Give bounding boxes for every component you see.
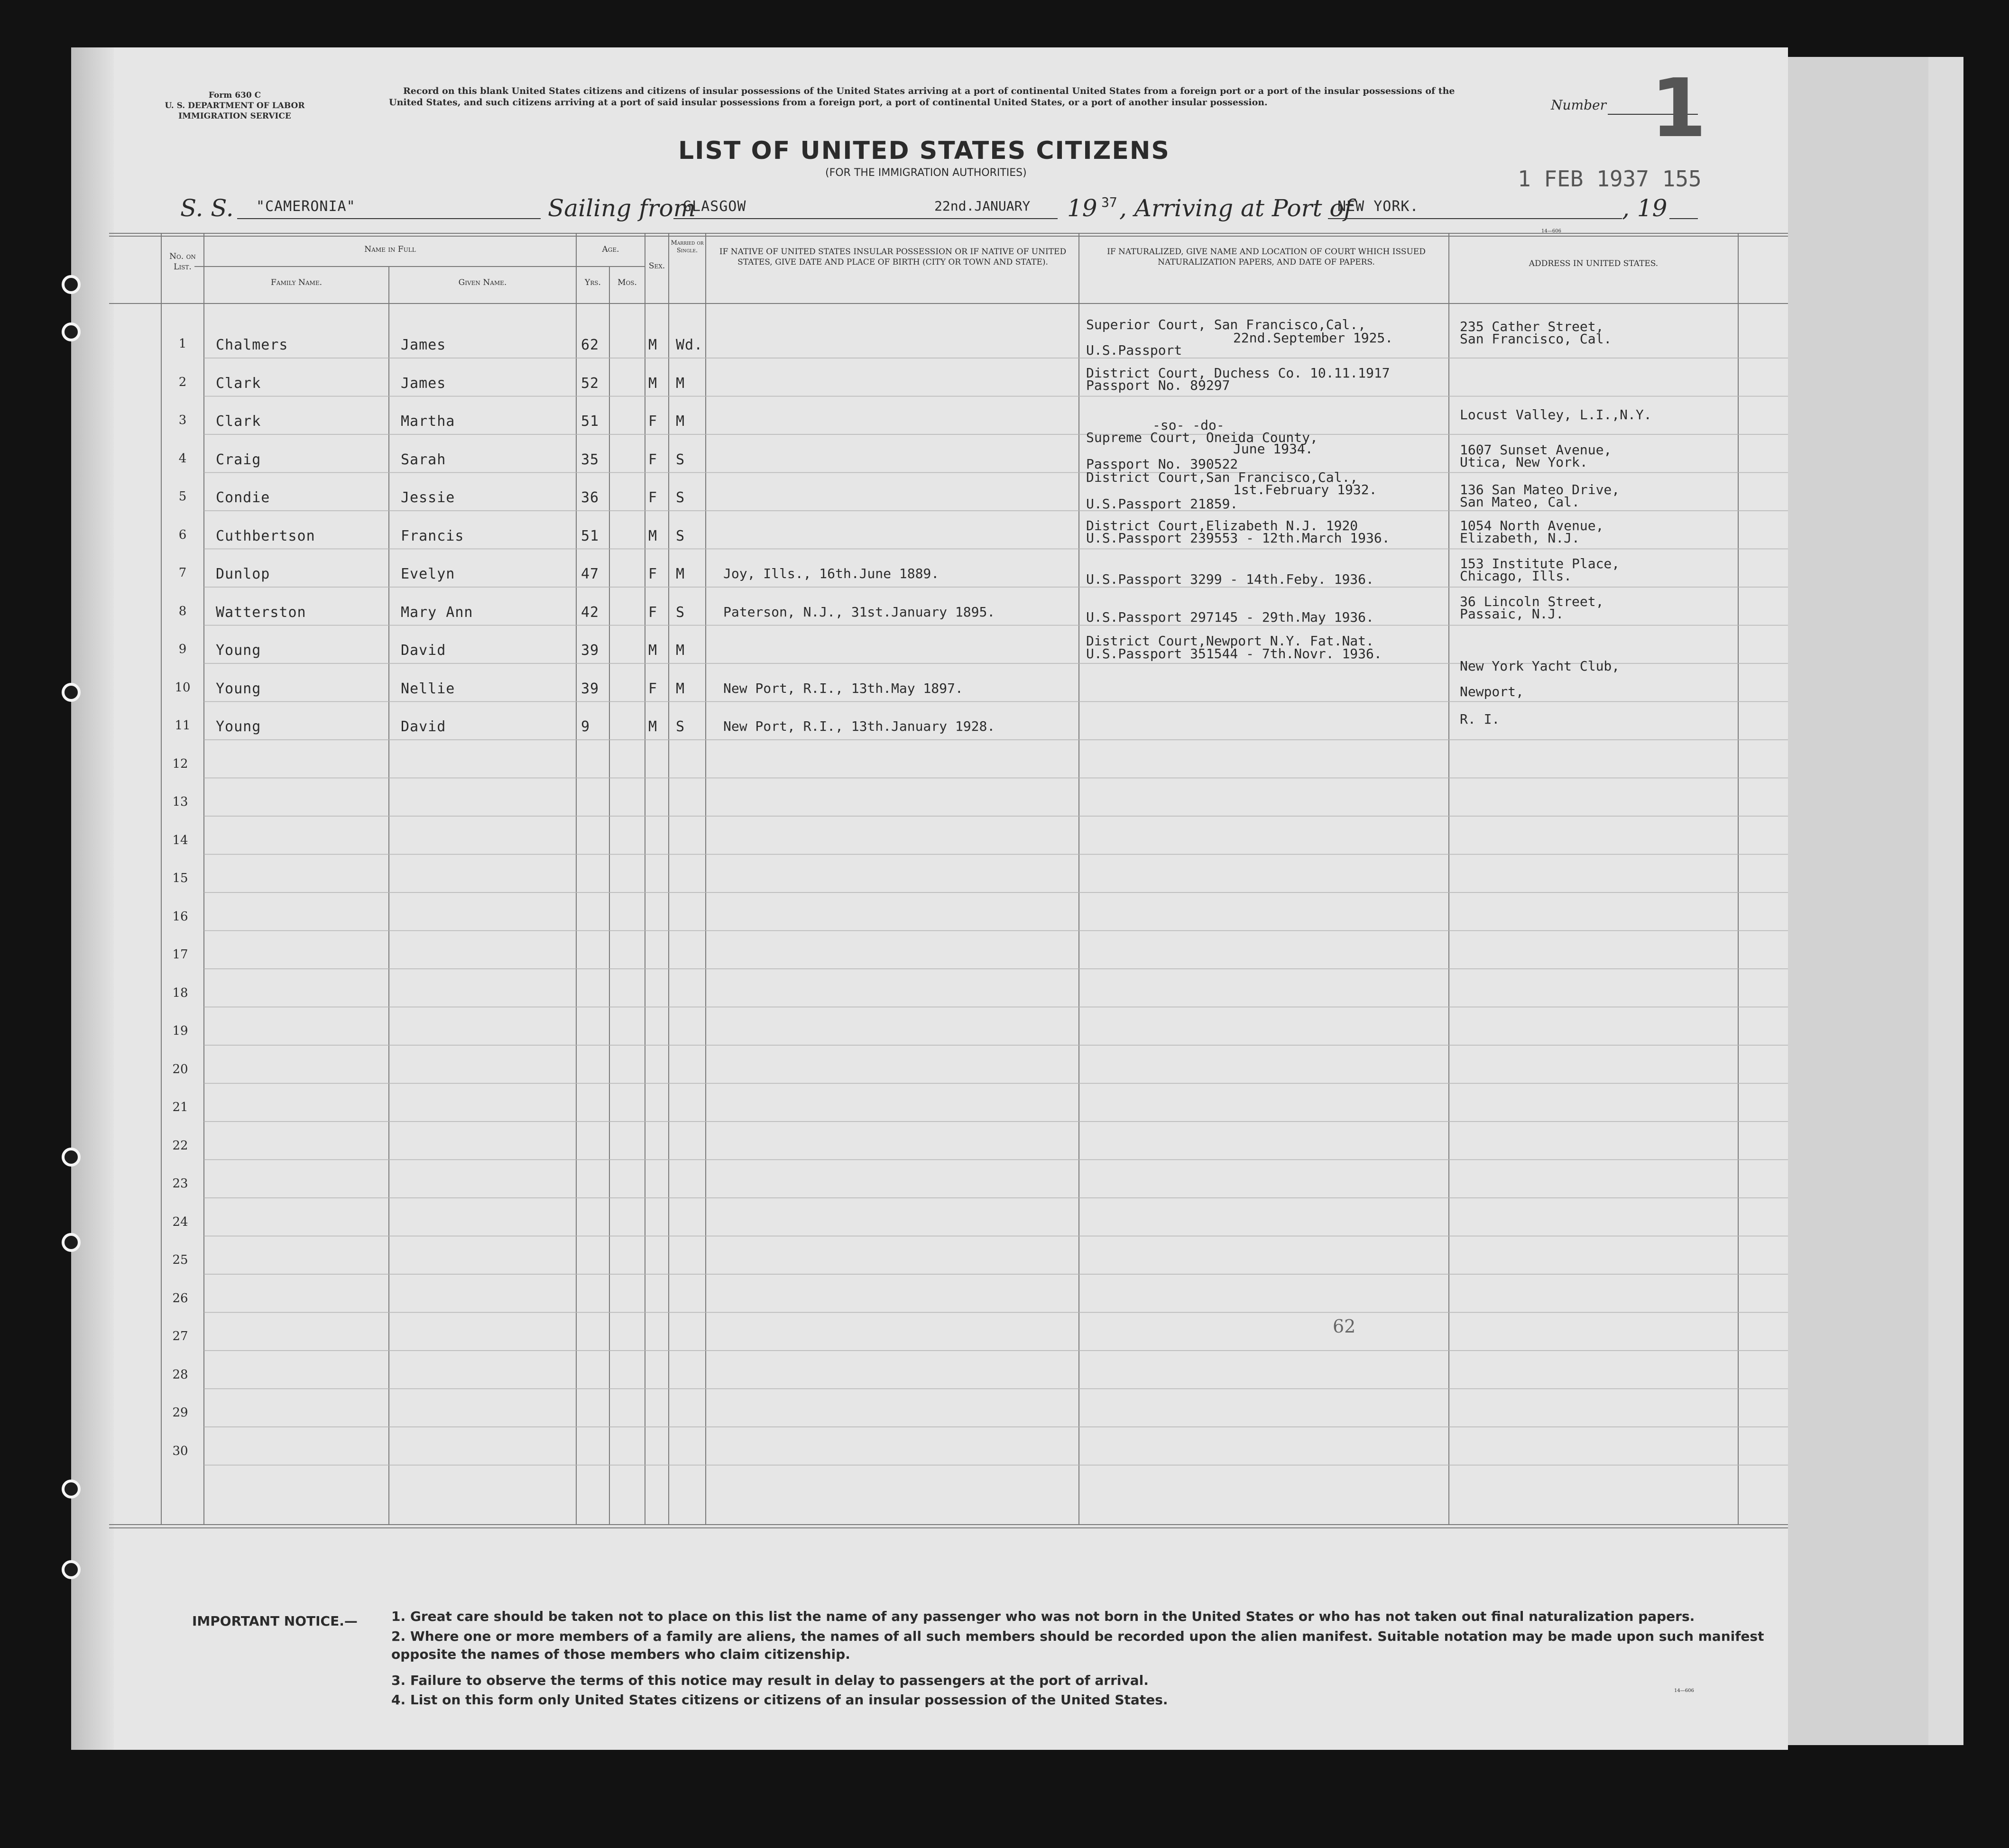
row-number: 2 [178,375,187,389]
given-name: Mary Ann [401,604,473,621]
sex: F [648,413,658,430]
naturalization-line: Passport No. 89297 [1086,377,1230,393]
birth-place-date: New Port, R.I., 13th.May 1897. [723,680,963,696]
family-name: Young [216,642,261,659]
header-family-name: Family Name. [270,278,322,287]
page-title: LIST OF UNITED STATES CITIZENS [678,137,1170,165]
naturalization-line: District Court,Elizabeth N.J. 1920 [1086,518,1358,533]
empty-row-number: 26 [172,1291,188,1306]
header-address: ADDRESS IN UNITED STATES. [1529,259,1659,268]
naturalization-line: 22nd.September 1925. [1233,330,1393,346]
print-code: 14—606 [1541,229,1561,234]
marital-status: S [676,527,685,544]
empty-row-number: 22 [172,1138,188,1153]
sex: F [648,451,658,468]
row-number: 11 [175,718,191,733]
age-years: 36 [581,489,599,506]
address-line: Utica, New York. [1460,454,1588,470]
naturalization-line: Passport No. 390522 [1086,456,1238,472]
age-years: 39 [581,680,599,697]
age-years: 51 [581,413,599,430]
given-name: James [401,337,446,353]
birth-place-date: Paterson, N.J., 31st.January 1895. [723,604,995,620]
age-years: 39 [581,642,599,659]
header-no: No. on List. [169,252,196,272]
sex: M [648,642,658,659]
family-name: Chalmers [216,337,288,353]
given-name: Evelyn [401,566,455,582]
header-age: Age. [602,245,619,254]
address-line: R. I. [1460,711,1500,727]
sex: M [648,718,658,735]
marital-status: M [676,642,685,659]
header-married-single: Married or Single. [671,239,704,254]
header-naturalized: IF NATURALIZED, GIVE NAME AND LOCATION OF COURT WHICH ISSUED NATURALIZATION PAPERS, AND DATE OF PAPERS. [1107,247,1426,267]
given-name: Sarah [401,451,446,468]
notice-item-1: 1. Great care should be taken not to place on this list the name of any passenger who was not born in the United States or who has not taken out final naturalization papers. [391,1609,1695,1624]
address-line: Locust Valley, L.I.,N.Y. [1460,407,1652,423]
notice-item-4: 4. List on this form only United States citizens or citizens of an insular possession of the United States. [391,1692,1168,1708]
empty-row-number: 20 [172,1062,188,1076]
sailing-label: Sailing from [548,194,696,222]
date-stamp: 1 FEB 1937 155 [1518,166,1702,192]
address-line: Newport, [1460,684,1524,699]
age-years: 35 [581,451,599,468]
family-name: Watterston [216,604,306,621]
arrival-port: NEW YORK. [1337,198,1419,215]
row-number: 4 [178,451,187,466]
age-years: 9 [581,718,590,735]
year: 37 [1101,194,1117,210]
list-number: 1 [1650,62,1707,156]
sex: F [648,489,658,506]
given-name: James [401,375,446,392]
row-number: 8 [178,604,187,618]
marital-status: M [676,375,685,392]
notice-item-2: 2. Where one or more members of a family are aliens, the names of all such members should be recorded upon the alien manifest. Suitable notation may be made upon such manifest opposite the names of those members who claim citizenship. [391,1628,1764,1662]
address-line: Elizabeth, N.J. [1460,530,1580,546]
address-line: 36 Lincoln Street, [1460,594,1604,609]
marital-status: M [676,680,685,697]
marital-status: S [676,489,685,506]
sex: M [648,527,658,544]
naturalization-line: U.S.Passport [1086,342,1182,358]
header-yrs: Yrs. [585,278,601,287]
year2-prefix: , 19 [1622,194,1668,222]
naturalization-line: June 1934. [1233,441,1313,457]
row-number: 3 [178,413,187,427]
family-name: Young [216,680,261,697]
departure-date: 22nd.JANUARY [934,198,1031,214]
family-name: Clark [216,413,261,430]
empty-row-number: 25 [172,1253,188,1267]
row-number: 10 [175,680,191,695]
header-sex: Sex. [648,261,665,271]
empty-row-number: 16 [172,909,188,924]
address-line: 153 Institute Place, [1460,556,1620,571]
family-name: Clark [216,375,261,392]
header-given-name: Given Name. [458,278,507,287]
birth-place-date: Joy, Ills., 16th.June 1889. [723,566,940,581]
marital-status: M [676,413,685,430]
address-line: San Mateo, Cal. [1460,494,1580,510]
family-name: Craig [216,451,261,468]
sex: F [648,680,658,697]
naturalization-line: U.S.Passport 351544 - 7th.Novr. 1936. [1086,646,1382,662]
age-years: 51 [581,527,599,544]
empty-row-number: 27 [172,1329,188,1343]
empty-row-number: 14 [172,833,188,847]
sex: M [648,375,658,392]
naturalization-line: District Court, Duchess Co. 10.11.1917 [1086,365,1390,381]
address-line: 235 Cather Street, [1460,319,1604,334]
address-line: New York Yacht Club, [1460,658,1620,674]
naturalization-line: Supreme Court, Oneida County, [1086,430,1318,445]
footer-print-code: 14—606 [1674,1688,1694,1693]
address-line: 1607 Sunset Avenue, [1460,442,1612,458]
given-name: David [401,718,446,735]
ss-label: S. S. [180,194,234,222]
empty-row-number: 19 [172,1024,188,1038]
empty-row-number: 12 [172,756,188,771]
address-line: Chicago, Ills. [1460,568,1572,584]
row-number: 9 [178,642,187,656]
family-name: Condie [216,489,270,506]
number-label: Number [1551,97,1606,113]
birth-place-date: New Port, R.I., 13th.January 1928. [723,718,995,734]
row-number: 5 [178,489,187,504]
given-name: David [401,642,446,659]
empty-row-number: 23 [172,1177,188,1191]
ship-name: "CAMERONIA" [256,198,356,215]
given-name: Nellie [401,680,455,697]
year-prefix: 19 [1067,194,1097,222]
record-instructions: Record on this blank United States citizens and citizens of insular possessions of the United States arriving at a port of continental United States from a foreign port or a port of the insular possessions of the United States, and such citizens arriving at a port of said insular possessions from a foreign port, a port of continental United States, or a port of another insular possession. [389,86,1455,108]
empty-row-number: 18 [172,985,188,1000]
naturalization-line: U.S.Passport 3299 - 14th.Feby. 1936. [1086,571,1374,587]
row-number: 1 [178,337,187,351]
empty-row-number: 15 [172,871,188,885]
naturalization-line: -so- -do- [1152,417,1225,433]
family-name: Cuthbertson [216,527,315,544]
departure-port: GLASGOW [683,198,746,215]
address-line: San Francisco, Cal. [1460,331,1612,347]
page-mark: 62 [1333,1316,1356,1337]
page-subtitle: (FOR THE IMMIGRATION AUTHORITIES) [825,167,1027,179]
form-identifier: Form 630 C U. S. DEPARTMENT OF LABOR IMMIGRATION SERVICE [165,91,305,121]
naturalization-line: District Court,San Francisco,Cal., [1086,469,1358,485]
marital-status: Wd. [676,337,703,353]
given-name: Jessie [401,489,455,506]
empty-row-number: 30 [172,1443,188,1458]
empty-row-number: 13 [172,795,188,809]
age-years: 47 [581,566,599,582]
empty-row-number: 17 [172,947,188,962]
header-name-in-full: Name in Full [364,245,416,254]
age-years: 42 [581,604,599,621]
given-name: Martha [401,413,455,430]
family-name: Dunlop [216,566,270,582]
empty-row-number: 29 [172,1406,188,1420]
arriving-label: , Arriving at Port of [1119,194,1353,222]
age-years: 52 [581,375,599,392]
sex: F [648,566,658,582]
marital-status: M [676,566,685,582]
marital-status: S [676,718,685,735]
empty-row-number: 24 [172,1214,188,1229]
address-line: 136 San Mateo Drive, [1460,482,1620,497]
header-native-birth: IF NATIVE OF UNITED STATES INSULAR POSSESSION OR IF NATIVE OF UNITED STATES, GIVE DATE AND PLACE OF BIRTH (CITY OR TOWN AND STATE). [719,247,1067,267]
naturalization-line: 1st.February 1932. [1233,482,1377,497]
marital-status: S [676,451,685,468]
naturalization-line: U.S.Passport 297145 - 29th.May 1936. [1086,609,1374,625]
naturalization-line: District Court,Newport N.Y. Fat.Nat. [1086,633,1374,649]
given-name: Francis [401,527,464,544]
sex: F [648,604,658,621]
notice-heading: IMPORTANT NOTICE.— [192,1613,358,1629]
row-number: 7 [178,566,187,580]
notice-item-3: 3. Failure to observe the terms of this notice may result in delay to passengers at the port of arrival. [391,1673,1149,1688]
naturalization-line: Superior Court, San Francisco,Cal., [1086,317,1366,332]
naturalization-line: U.S.Passport 21859. [1086,496,1238,512]
marital-status: S [676,604,685,621]
address-line: Passaic, N.J. [1460,606,1564,622]
sex: M [648,337,658,353]
empty-row-number: 28 [172,1367,188,1382]
row-number: 6 [178,527,187,542]
naturalization-line: U.S.Passport 239553 - 12th.March 1936. [1086,530,1390,546]
family-name: Young [216,718,261,735]
empty-row-number: 21 [172,1100,188,1114]
header-mos: Mos. [617,278,637,287]
address-line: 1054 North Avenue, [1460,518,1604,533]
age-years: 62 [581,337,599,353]
